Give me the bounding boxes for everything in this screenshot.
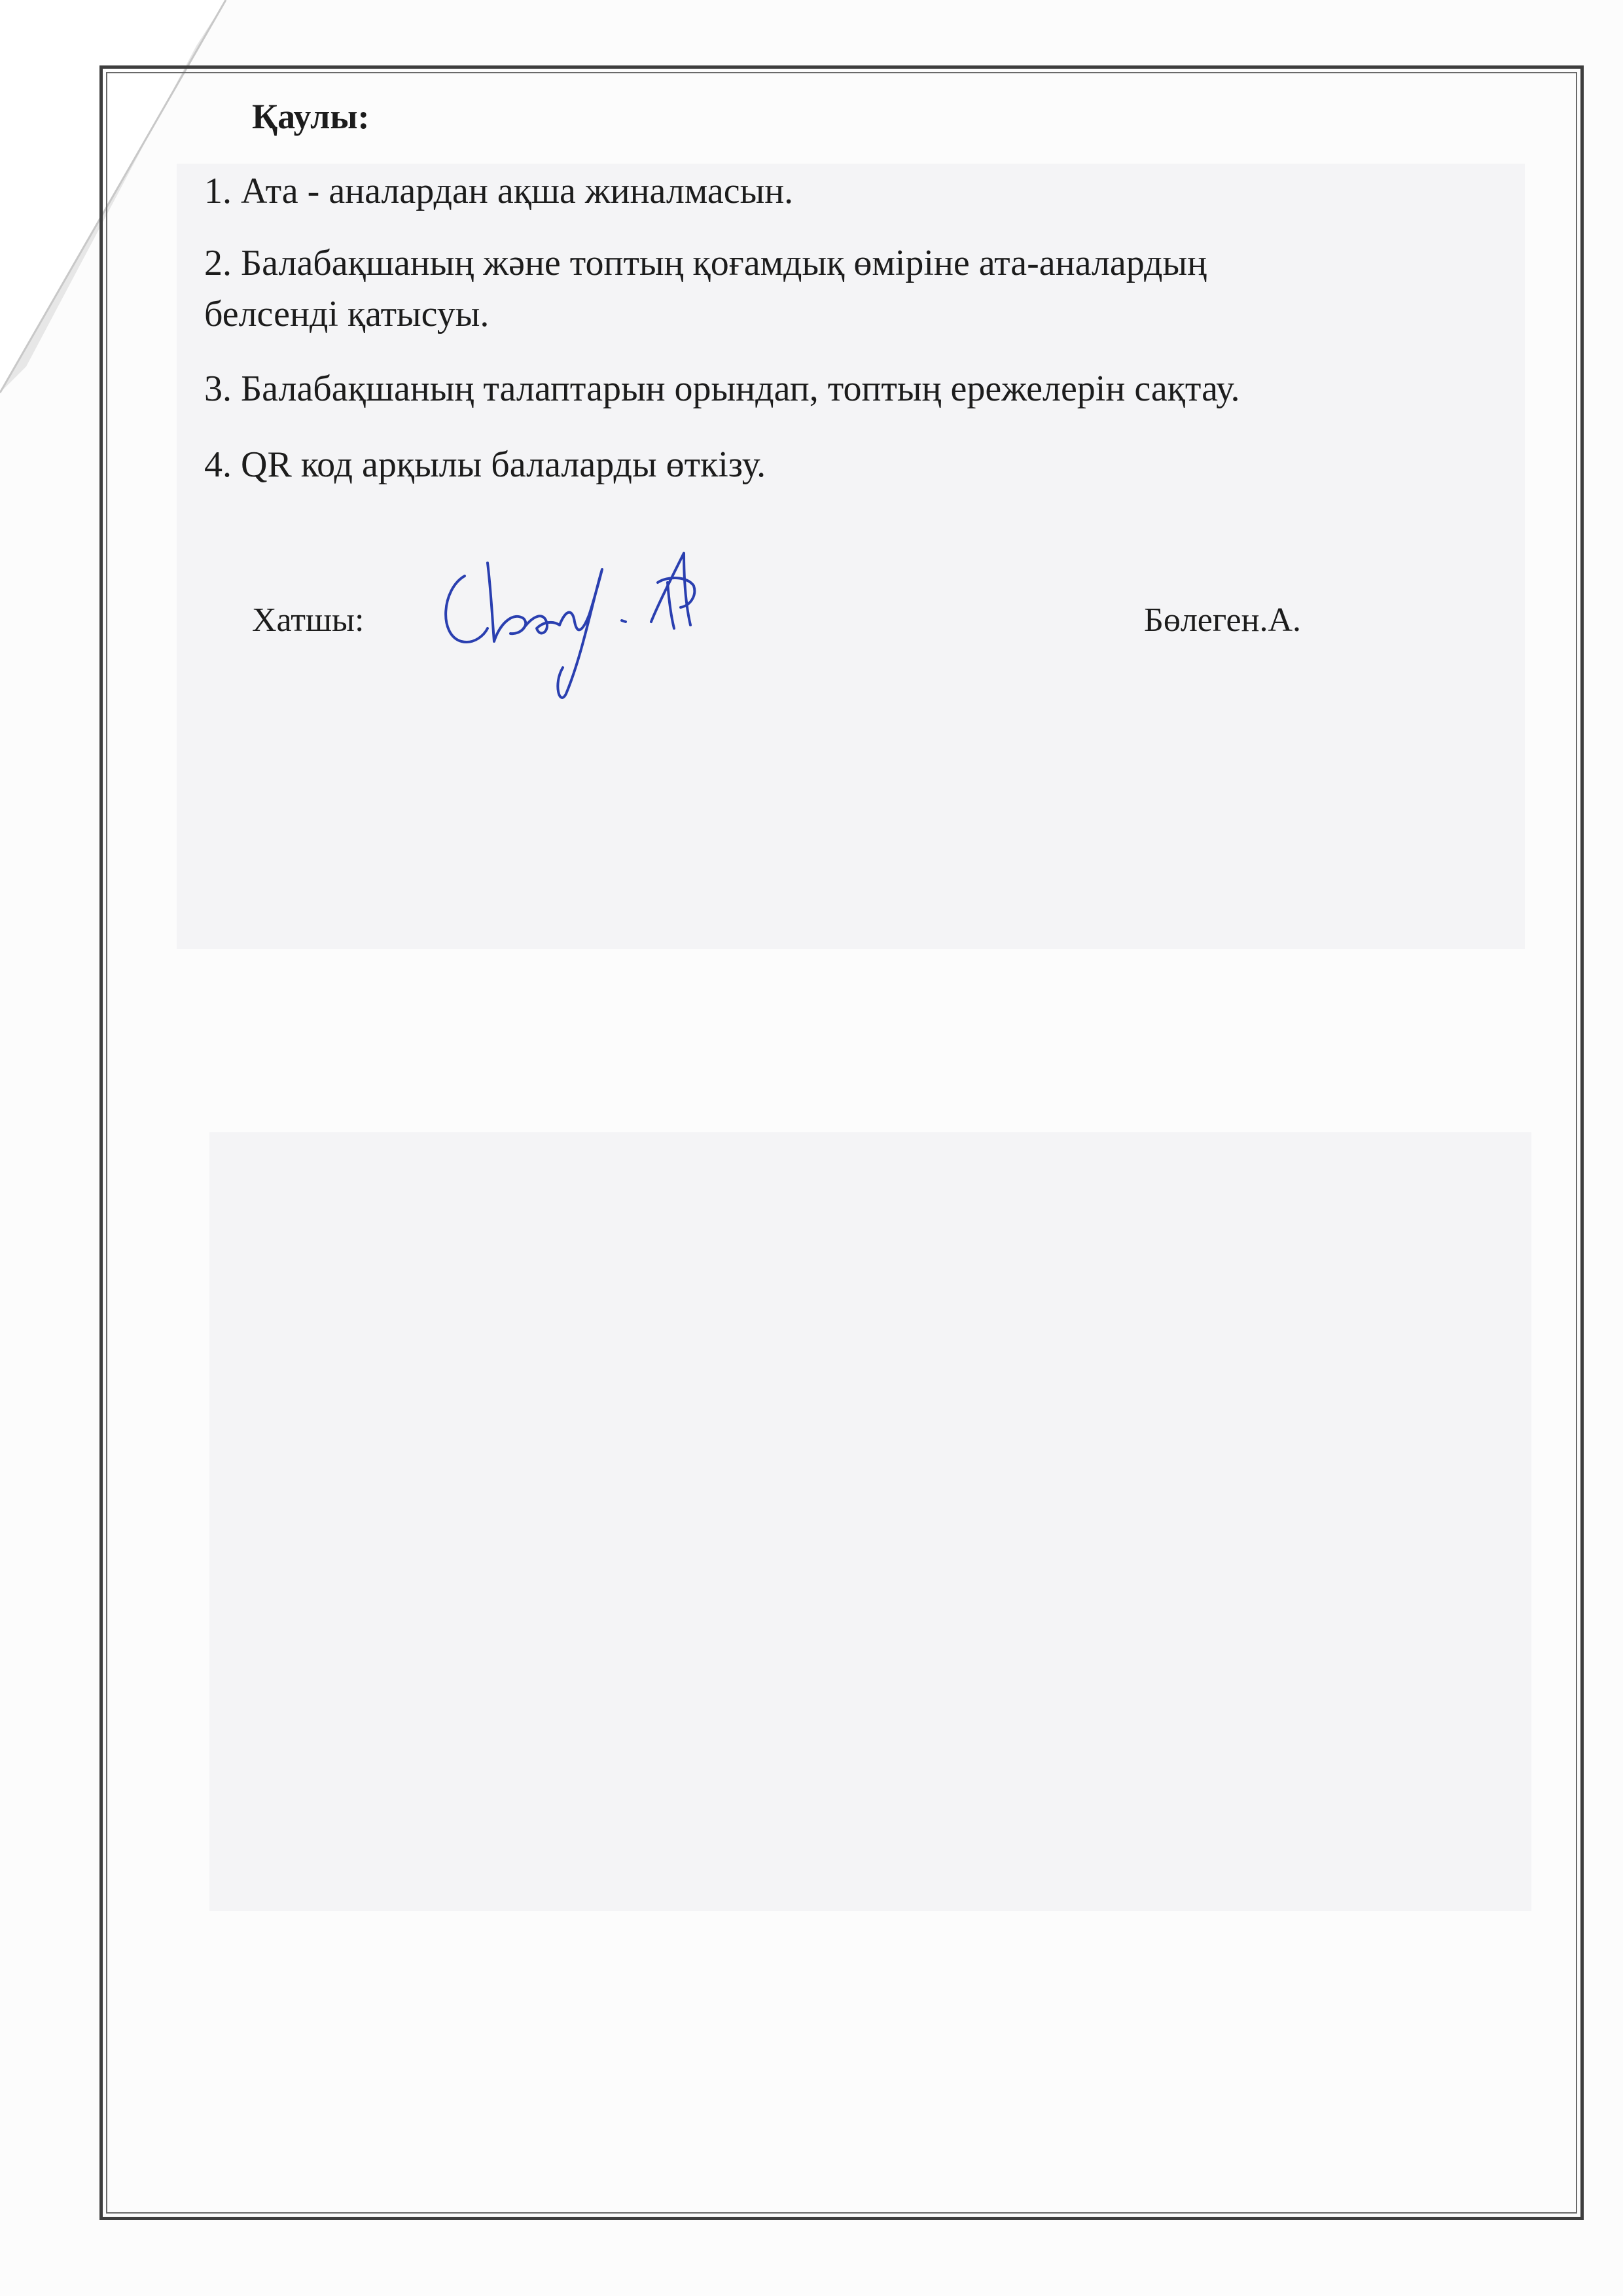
resolution-item-2-continuation: белсенді қатысуы. (204, 294, 490, 334)
resolution-text: QR код арқылы балаларды өткізу. (241, 444, 766, 485)
handwritten-signature (425, 543, 713, 700)
resolution-text: Балабақшаның талаптарын орындап, топтың ережелерін сақтау. (241, 368, 1240, 409)
resolution-number: 4. (204, 444, 232, 485)
resolution-text: Балабақшаның және топтың қоғамдық өміріне ата-аналардың (241, 243, 1207, 283)
resolution-text: Ата - аналардан ақша жиналмасын. (241, 171, 794, 211)
resolution-heading: Қаулы: (252, 97, 370, 136)
resolution-number: 2. (204, 243, 232, 283)
resolution-number: 1. (204, 171, 232, 211)
resolution-number: 3. (204, 368, 232, 409)
secretary-name: Бөлеген.А. (1144, 601, 1301, 639)
secretary-label: Хатшы: (252, 601, 365, 639)
resolution-item-1 (204, 170, 793, 212)
resolution-item-4 (204, 444, 766, 486)
resolution-item-2 (204, 242, 1207, 284)
resolution-item-3 (204, 368, 1240, 410)
